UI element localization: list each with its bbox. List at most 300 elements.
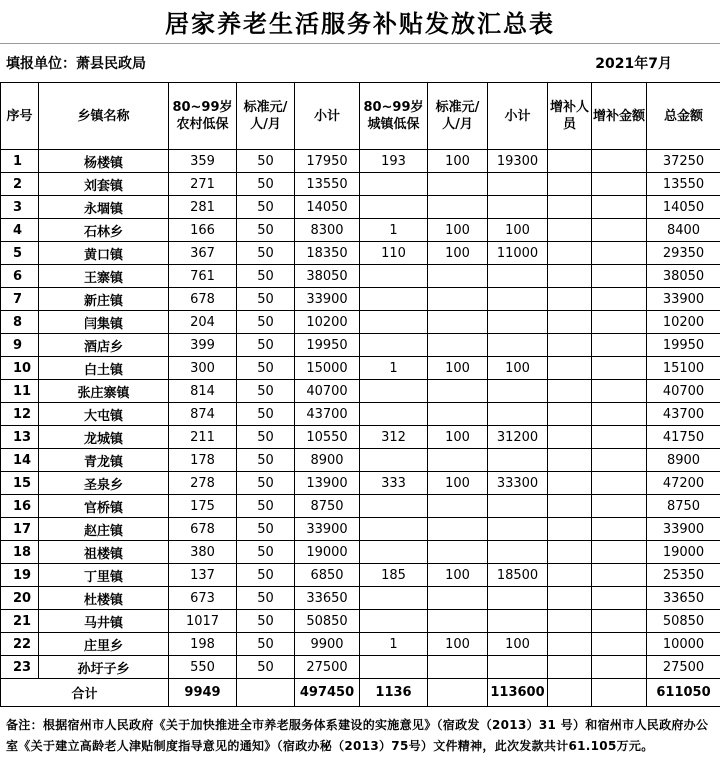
cell-total: 10000 (647, 633, 720, 656)
cell-urban: 333 (360, 472, 428, 495)
cell-added-amount (592, 518, 647, 541)
cell-total: 38050 (647, 265, 720, 288)
cell-seq: 8 (1, 311, 39, 334)
cell-subtotal-rural: 17950 (295, 150, 360, 173)
table-row (1, 357, 720, 380)
cell-subtotal-urban (488, 380, 548, 403)
cell-added-people (548, 242, 592, 265)
cell-urban (360, 610, 428, 633)
cell-added-amount (592, 311, 647, 334)
cell-subtotal-rural: 8900 (295, 449, 360, 472)
cell-subtotal-urban (488, 656, 548, 679)
cell-added-amount (592, 495, 647, 518)
cell-subtotal-rural: 19950 (295, 334, 360, 357)
cell-added-people (548, 334, 592, 357)
cell-seq: 11 (1, 380, 39, 403)
cell-seq: 23 (1, 656, 39, 679)
cell-seq: 14 (1, 449, 39, 472)
cell-added-amount (592, 150, 647, 173)
cell-town: 杨楼镇 (39, 150, 169, 173)
cell-subtotal-urban: 100 (488, 357, 548, 380)
subsidy-summary-table (0, 82, 720, 707)
cell-town: 酒店乡 (39, 334, 169, 357)
table-row (1, 380, 720, 403)
cell-added-people (548, 426, 592, 449)
cell-added-amount (592, 334, 647, 357)
cell-added-people (548, 265, 592, 288)
cell-added-amount (592, 633, 647, 656)
cell-rural: 211 (169, 426, 237, 449)
cell-rural: 761 (169, 265, 237, 288)
cell-subtotal-rural: 10200 (295, 311, 360, 334)
cell-standard-rural: 50 (237, 610, 295, 633)
cell-town: 丁里镇 (39, 564, 169, 587)
cell-total: 33900 (647, 518, 720, 541)
cell-rural: 204 (169, 311, 237, 334)
cell-added-people (548, 219, 592, 242)
cell-urban: 1 (360, 219, 428, 242)
cell-total: 8400 (647, 219, 720, 242)
cell-standard-rural: 50 (237, 173, 295, 196)
cell-town: 青龙镇 (39, 449, 169, 472)
cell-subtotal-rural: 19000 (295, 541, 360, 564)
cell-standard-urban: 100 (428, 150, 488, 173)
total-standard-urban (428, 679, 488, 707)
cell-subtotal-rural: 14050 (295, 196, 360, 219)
cell-standard-rural: 50 (237, 564, 295, 587)
cell-rural: 550 (169, 656, 237, 679)
cell-subtotal-rural: 33900 (295, 518, 360, 541)
cell-seq: 6 (1, 265, 39, 288)
cell-urban (360, 196, 428, 219)
cell-subtotal-rural: 13550 (295, 173, 360, 196)
table-row (1, 472, 720, 495)
cell-rural: 380 (169, 541, 237, 564)
cell-added-amount (592, 403, 647, 426)
table-row (1, 426, 720, 449)
cell-added-people (548, 311, 592, 334)
cell-added-amount (592, 219, 647, 242)
cell-standard-urban: 100 (428, 357, 488, 380)
cell-standard-rural: 50 (237, 587, 295, 610)
total-subtotal-rural: 497450 (295, 679, 360, 707)
cell-town: 马井镇 (39, 610, 169, 633)
cell-rural: 359 (169, 150, 237, 173)
cell-added-amount (592, 656, 647, 679)
cell-subtotal-urban (488, 518, 548, 541)
cell-standard-urban (428, 610, 488, 633)
cell-total: 19000 (647, 541, 720, 564)
cell-added-amount (592, 610, 647, 633)
cell-subtotal-urban (488, 403, 548, 426)
cell-total: 15100 (647, 357, 720, 380)
cell-urban (360, 380, 428, 403)
cell-seq: 13 (1, 426, 39, 449)
cell-added-people (548, 472, 592, 495)
cell-added-people (548, 633, 592, 656)
cell-urban (360, 518, 428, 541)
cell-rural: 874 (169, 403, 237, 426)
table-row (1, 449, 720, 472)
cell-total: 47200 (647, 472, 720, 495)
cell-standard-urban (428, 587, 488, 610)
cell-added-people (548, 403, 592, 426)
table-body (1, 150, 720, 679)
cell-subtotal-urban (488, 541, 548, 564)
cell-subtotal-rural: 40700 (295, 380, 360, 403)
cell-standard-rural: 50 (237, 265, 295, 288)
header-subtotal-urban: 小计 (488, 83, 548, 150)
cell-added-people (548, 610, 592, 633)
table-row (1, 403, 720, 426)
cell-seq: 7 (1, 288, 39, 311)
cell-seq: 3 (1, 196, 39, 219)
cell-seq: 2 (1, 173, 39, 196)
cell-standard-rural: 50 (237, 403, 295, 426)
cell-added-people (548, 518, 592, 541)
report-date: 2021年7月 (595, 56, 672, 72)
cell-seq: 20 (1, 587, 39, 610)
cell-urban (360, 449, 428, 472)
total-added-amount (592, 679, 647, 707)
cell-town: 王寨镇 (39, 265, 169, 288)
cell-added-amount (592, 265, 647, 288)
report-meta (0, 44, 720, 82)
cell-seq: 1 (1, 150, 39, 173)
total-rural: 9949 (169, 679, 237, 707)
cell-standard-rural: 50 (237, 242, 295, 265)
cell-town: 刘套镇 (39, 173, 169, 196)
table-row (1, 518, 720, 541)
cell-rural: 278 (169, 472, 237, 495)
cell-standard-rural: 50 (237, 380, 295, 403)
cell-added-amount (592, 541, 647, 564)
cell-urban (360, 334, 428, 357)
cell-added-people (548, 150, 592, 173)
cell-added-amount (592, 357, 647, 380)
cell-added-people (548, 288, 592, 311)
cell-added-amount (592, 449, 647, 472)
cell-urban (360, 173, 428, 196)
cell-added-amount (592, 288, 647, 311)
cell-subtotal-urban: 100 (488, 219, 548, 242)
cell-subtotal-rural: 8750 (295, 495, 360, 518)
cell-seq: 9 (1, 334, 39, 357)
cell-rural: 673 (169, 587, 237, 610)
table-row (1, 656, 720, 679)
cell-subtotal-urban (488, 265, 548, 288)
cell-rural: 137 (169, 564, 237, 587)
cell-subtotal-urban: 19300 (488, 150, 548, 173)
total-added-people (548, 679, 592, 707)
cell-added-amount (592, 587, 647, 610)
cell-rural: 367 (169, 242, 237, 265)
cell-town: 张庄寨镇 (39, 380, 169, 403)
cell-standard-rural: 50 (237, 656, 295, 679)
cell-subtotal-rural: 6850 (295, 564, 360, 587)
table-row (1, 610, 720, 633)
table-row (1, 587, 720, 610)
table-row (1, 334, 720, 357)
cell-rural: 281 (169, 196, 237, 219)
cell-added-people (548, 656, 592, 679)
cell-town: 永堌镇 (39, 196, 169, 219)
cell-total: 33900 (647, 288, 720, 311)
cell-total: 37250 (647, 150, 720, 173)
cell-town: 官桥镇 (39, 495, 169, 518)
cell-added-amount (592, 564, 647, 587)
cell-seq: 17 (1, 518, 39, 541)
cell-town: 圣泉乡 (39, 472, 169, 495)
cell-town: 大屯镇 (39, 403, 169, 426)
cell-standard-urban (428, 656, 488, 679)
cell-standard-urban: 100 (428, 472, 488, 495)
cell-urban (360, 587, 428, 610)
reporting-unit: 填报单位：萧县民政局 (6, 56, 146, 72)
cell-urban: 110 (360, 242, 428, 265)
table-row (1, 265, 720, 288)
cell-standard-urban: 100 (428, 242, 488, 265)
cell-subtotal-rural: 10550 (295, 426, 360, 449)
cell-urban (360, 403, 428, 426)
cell-town: 庄里乡 (39, 633, 169, 656)
cell-standard-rural: 50 (237, 518, 295, 541)
header-standard-urban: 标准元/人/月 (428, 83, 488, 150)
total-standard-rural (237, 679, 295, 707)
cell-standard-urban (428, 265, 488, 288)
header-seq: 序号 (1, 83, 39, 150)
cell-urban: 312 (360, 426, 428, 449)
cell-seq: 4 (1, 219, 39, 242)
cell-town: 龙城镇 (39, 426, 169, 449)
cell-subtotal-rural: 15000 (295, 357, 360, 380)
cell-subtotal-urban: 18500 (488, 564, 548, 587)
cell-standard-urban (428, 196, 488, 219)
total-label: 合计 (1, 679, 169, 707)
cell-subtotal-rural: 18350 (295, 242, 360, 265)
cell-standard-rural: 50 (237, 311, 295, 334)
cell-urban: 193 (360, 150, 428, 173)
remarks: 备注：根据宿州市人民政府《关于加快推进全市养老服务体系建设的实施意见》（宿政发（2013）31 号）和宿州市人民政府办公室《关于建立高龄老人津贴制度指导意见的通知》（宿政办秘（2013）75号）文件精神，此次发款共计61.105万元。 (6, 718, 709, 753)
cell-subtotal-urban: 100 (488, 633, 548, 656)
cell-standard-urban: 100 (428, 564, 488, 587)
cell-total: 25350 (647, 564, 720, 587)
cell-town: 孙圩子乡 (39, 656, 169, 679)
cell-subtotal-urban: 33300 (488, 472, 548, 495)
cell-standard-urban: 100 (428, 219, 488, 242)
cell-subtotal-urban (488, 587, 548, 610)
cell-subtotal-urban (488, 449, 548, 472)
cell-subtotal-rural: 9900 (295, 633, 360, 656)
cell-standard-urban (428, 449, 488, 472)
cell-added-people (548, 587, 592, 610)
cell-subtotal-urban (488, 610, 548, 633)
cell-standard-rural: 50 (237, 633, 295, 656)
cell-added-people (548, 564, 592, 587)
cell-town: 杜楼镇 (39, 587, 169, 610)
table-row (1, 196, 720, 219)
cell-total: 8900 (647, 449, 720, 472)
total-subtotal-urban: 113600 (488, 679, 548, 707)
cell-standard-rural: 50 (237, 541, 295, 564)
cell-total: 33650 (647, 587, 720, 610)
cell-standard-urban (428, 311, 488, 334)
cell-rural: 175 (169, 495, 237, 518)
cell-standard-rural: 50 (237, 449, 295, 472)
table-row (1, 173, 720, 196)
cell-standard-rural: 50 (237, 357, 295, 380)
cell-urban (360, 288, 428, 311)
cell-total: 43700 (647, 403, 720, 426)
header-row (1, 83, 720, 150)
cell-total: 50850 (647, 610, 720, 633)
cell-standard-urban (428, 495, 488, 518)
cell-subtotal-urban (488, 311, 548, 334)
cell-added-amount (592, 196, 647, 219)
cell-standard-rural: 50 (237, 150, 295, 173)
cell-urban: 185 (360, 564, 428, 587)
cell-town: 石林乡 (39, 219, 169, 242)
cell-town: 黄口镇 (39, 242, 169, 265)
cell-added-amount (592, 472, 647, 495)
cell-subtotal-rural: 33900 (295, 288, 360, 311)
cell-town: 闫集镇 (39, 311, 169, 334)
cell-standard-urban (428, 288, 488, 311)
header-added-amount: 增补金额 (592, 83, 647, 150)
cell-added-people (548, 495, 592, 518)
cell-subtotal-urban (488, 196, 548, 219)
cell-added-people (548, 173, 592, 196)
cell-subtotal-rural: 50850 (295, 610, 360, 633)
cell-urban: 1 (360, 357, 428, 380)
cell-subtotal-rural: 8300 (295, 219, 360, 242)
total-row (1, 679, 720, 707)
cell-urban (360, 311, 428, 334)
page-title: 居家养老生活服务补贴发放汇总表 (0, 0, 720, 44)
cell-urban (360, 541, 428, 564)
cell-added-people (548, 541, 592, 564)
cell-subtotal-rural: 27500 (295, 656, 360, 679)
cell-seq: 22 (1, 633, 39, 656)
cell-standard-rural: 50 (237, 196, 295, 219)
cell-standard-rural: 50 (237, 495, 295, 518)
cell-standard-urban (428, 173, 488, 196)
cell-standard-rural: 50 (237, 334, 295, 357)
cell-total: 13550 (647, 173, 720, 196)
cell-rural: 814 (169, 380, 237, 403)
cell-seq: 18 (1, 541, 39, 564)
table-row (1, 219, 720, 242)
cell-added-amount (592, 380, 647, 403)
cell-rural: 678 (169, 518, 237, 541)
cell-subtotal-rural: 43700 (295, 403, 360, 426)
cell-subtotal-urban: 11000 (488, 242, 548, 265)
cell-seq: 16 (1, 495, 39, 518)
cell-total: 19950 (647, 334, 720, 357)
cell-subtotal-rural: 13900 (295, 472, 360, 495)
cell-added-amount (592, 242, 647, 265)
cell-total: 40700 (647, 380, 720, 403)
cell-subtotal-urban: 31200 (488, 426, 548, 449)
cell-standard-urban (428, 541, 488, 564)
cell-seq: 12 (1, 403, 39, 426)
table-row (1, 633, 720, 656)
cell-standard-urban (428, 334, 488, 357)
header-urban: 80~99岁城镇低保 (360, 83, 428, 150)
cell-seq: 19 (1, 564, 39, 587)
table-row (1, 564, 720, 587)
cell-standard-rural: 50 (237, 219, 295, 242)
header-standard-rural: 标准元/人/月 (237, 83, 295, 150)
cell-added-people (548, 449, 592, 472)
cell-urban (360, 265, 428, 288)
cell-standard-rural: 50 (237, 426, 295, 449)
cell-subtotal-urban (488, 173, 548, 196)
total-urban: 1136 (360, 679, 428, 707)
cell-standard-urban (428, 380, 488, 403)
cell-subtotal-rural: 38050 (295, 265, 360, 288)
table-row (1, 150, 720, 173)
table-row (1, 311, 720, 334)
cell-standard-urban (428, 403, 488, 426)
cell-rural: 1017 (169, 610, 237, 633)
cell-standard-urban (428, 518, 488, 541)
cell-standard-rural: 50 (237, 288, 295, 311)
cell-standard-urban: 100 (428, 426, 488, 449)
cell-subtotal-urban (488, 495, 548, 518)
cell-urban (360, 656, 428, 679)
cell-standard-rural: 50 (237, 472, 295, 495)
header-rural: 80~99岁农村低保 (169, 83, 237, 150)
table-row (1, 288, 720, 311)
cell-urban (360, 495, 428, 518)
cell-town: 新庄镇 (39, 288, 169, 311)
cell-rural: 678 (169, 288, 237, 311)
header-subtotal-rural: 小计 (295, 83, 360, 150)
cell-total: 10200 (647, 311, 720, 334)
cell-standard-urban: 100 (428, 633, 488, 656)
cell-subtotal-urban (488, 334, 548, 357)
table-row (1, 242, 720, 265)
cell-total: 29350 (647, 242, 720, 265)
cell-subtotal-rural: 33650 (295, 587, 360, 610)
total-amount: 611050 (647, 679, 720, 707)
cell-rural: 300 (169, 357, 237, 380)
table-row (1, 541, 720, 564)
cell-total: 8750 (647, 495, 720, 518)
cell-town: 白土镇 (39, 357, 169, 380)
table-row (1, 495, 720, 518)
cell-seq: 5 (1, 242, 39, 265)
cell-town: 赵庄镇 (39, 518, 169, 541)
cell-added-people (548, 196, 592, 219)
cell-total: 27500 (647, 656, 720, 679)
cell-added-people (548, 357, 592, 380)
cell-seq: 21 (1, 610, 39, 633)
cell-rural: 166 (169, 219, 237, 242)
cell-rural: 198 (169, 633, 237, 656)
cell-urban: 1 (360, 633, 428, 656)
cell-seq: 10 (1, 357, 39, 380)
header-town: 乡镇名称 (39, 83, 169, 150)
cell-rural: 399 (169, 334, 237, 357)
cell-total: 14050 (647, 196, 720, 219)
cell-subtotal-urban (488, 288, 548, 311)
cell-town: 祖楼镇 (39, 541, 169, 564)
cell-added-amount (592, 173, 647, 196)
cell-added-amount (592, 426, 647, 449)
cell-rural: 271 (169, 173, 237, 196)
